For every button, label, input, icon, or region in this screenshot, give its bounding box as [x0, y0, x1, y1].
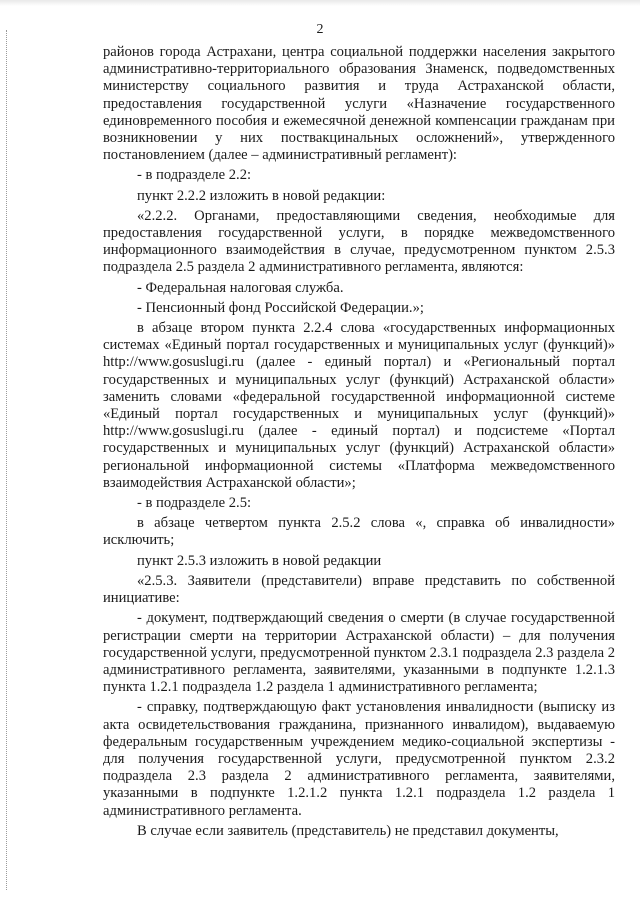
- paragraph-item-2-2-2-header: пункт 2.2.2 изложить в новой редакции:: [137, 187, 386, 204]
- paragraph-pension-fund: - Пенсионный фонд Российской Федерации.»;: [137, 299, 424, 316]
- binding-margin-marks: [6, 30, 9, 890]
- paragraph-item-2-5-3-text: «2.5.3. Заявители (представители) вправе представить по собственной инициативе:: [103, 572, 615, 607]
- paragraph-disability-certificate: - справку, подтверждающую факт установления инвалидности (выписку из акта освидетельствования гражданина, признанного инвалидом), выдаваемую федеральным государственным учреждением медико-социальной экспертизы - для получения государственной услуги, предусмотренной пунктом 2.3.2 подраздела 2.3 раздела 2 административного регламента, заявителями, указанными в подпункте 1.2.1.2 пункта 1.2.1 подраздела 1.2 раздела 1 административного регламента.: [103, 699, 615, 819]
- scan-edge: [0, 0, 640, 6]
- paragraph-death-document: - документ, подтверждающий сведения о смерти (в случае государственной регистрации смерти на территории Астраханской области) – для получения государственной услуги, предусмотренной пунктом 2.3.1 подраздела 2.3 раздела 2 административного регламента, заявителями, указанными в подпункте 1.2.1.3 пункта 1.2.1 подраздела 1.2 раздела 1 административного регламента;: [103, 610, 615, 696]
- paragraph-item-2-2-2-text: «2.2.2. Органами, предоставляющими сведения, необходимые для предоставления государственной услуги, в порядке межведомственного информационного взаимодействия в случае, предусмотренном пунктом 2.5.3 подраздела 2.5 раздела 2 административного регламента, являются:: [103, 207, 615, 276]
- paragraph-item-2-5-3-header: пункт 2.5.3 изложить в новой редакции: [137, 552, 382, 569]
- paragraph-item-2-5-2: в абзаце четвертом пункта 2.5.2 слова «, справка об инвалидности» исключить;: [103, 515, 615, 549]
- page-number: 2: [316, 22, 324, 37]
- paragraph-closing: В случае если заявитель (представитель) не представил документы,: [137, 822, 559, 839]
- paragraph-subsection-2-2: - в подразделе 2.2:: [137, 167, 252, 184]
- document-body: [103, 44, 615, 840]
- paragraph-item-2-2-4: в абзаце втором пункта 2.2.4 слова «государственных информационных системах «Единый портал государственных и муниципальных услуг (функций)» http://www.gosuslugi.ru (далее - единый портал) и «Региональный портал государственных и муниципальных услуг (функций) Астраханской области» заменить словами «федеральной государственной информационной системе «Единый портал государственных и муниципальных услуг (функций)» http://www.gosuslugi.ru (далее - единый портал) и подсистеме «Портал государственных и муниципальных услуг (функций) Астраханской области» региональной информационной системы «Платформа межведомственного взаимодействия Астраханской области»;: [103, 320, 615, 491]
- paragraph-tax-service: - Федеральная налоговая служба.: [137, 279, 344, 296]
- paragraph-intro: районов города Астрахани, центра социальной поддержки населения закрытого административно-территориального образования Знаменск, подведомственных министерству социального развития и труда Астраханской области, предоставления государственной услуги «Назначение государственного единовременного пособия и ежемесячной денежной компенсации гражданам при возникновении у них поствакцинальных осложнений», утвержденного постановлением (далее – административный регламент):: [103, 44, 615, 164]
- paragraph-subsection-2-5: - в подразделе 2.5:: [137, 495, 252, 512]
